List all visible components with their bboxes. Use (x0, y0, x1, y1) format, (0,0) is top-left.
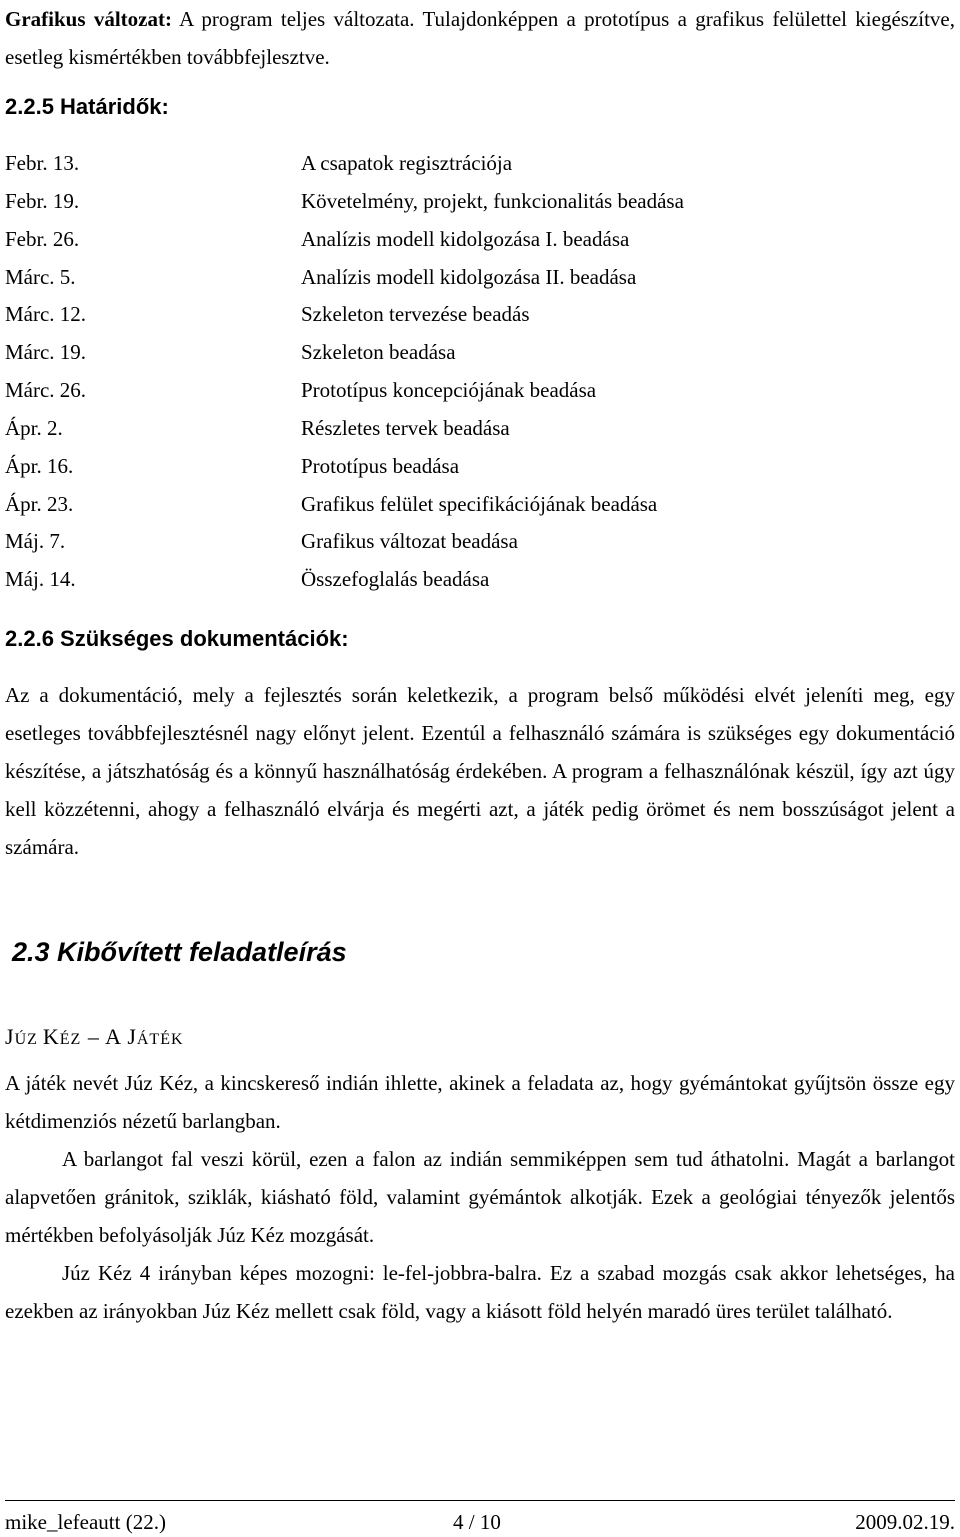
deadline-task: Összefoglalás beadása (301, 567, 490, 592)
intro-paragraph (5, 0, 955, 76)
heading-part: ÚZ (14, 1031, 43, 1048)
heading-part: ÁTÉK (136, 1031, 184, 1048)
deadline-date: Ápr. 16. (5, 453, 74, 478)
deadline-row (5, 221, 955, 259)
footer-author: mike_lefeautt (22.) (5, 1510, 166, 1534)
intro-label: Grafikus változat: (5, 7, 172, 31)
deadline-date: Márc. 12. (5, 302, 87, 327)
documentation-paragraph: Az a dokumentáció, mely a fejlesztés során keletkezik, a program belső működési elvét jeleníti meg, egy esetleges továbbfejlesztésnél nagy előnyt jelent. Ezentúl a felhasználó számára is szükséges egy dokumentáció készítése, a játszhatóság és a könnyű használhatóság érdekében. A program a felhasználónak készül, így azt úgy kell közzétenni, ahogy a felhasználó elvárja és megérti azt, a játék pedig örömet és nem bosszúságot jelent a számára. (5, 683, 955, 859)
deadline-row (5, 372, 955, 410)
game-paragraph: A barlangot fal veszi körül, ezen a falon az indián semmiképpen sem tud áthatolni. Magát a barlangot alapvetően gránitok, sziklák, kiásható föld, valamint gyémántok alkotják. Ezek a geológiai tényezők jelentős mértékben befolyásolják Júz Kéz mozgását. (5, 1147, 955, 1247)
deadline-date: Febr. 13. (5, 151, 80, 175)
footer-page-number: 4 / 10 (453, 1510, 501, 1534)
heading-part: J (5, 1024, 15, 1049)
heading-part: J (127, 1024, 137, 1049)
footer-date: 2009.02.19. (855, 1510, 955, 1534)
game-paragraph: Júz Kéz 4 irányban képes mozogni: le-fel-jobbra-balra. Ez a szabad mozgás csak akkor lehetséges, ha ezekben az irányokban Júz Kéz mellett csak föld, vagy a kiásott föld helyén maradó üres terület található. (5, 1261, 955, 1323)
deadline-date: Ápr. 23. (5, 491, 74, 516)
deadline-task: Analízis modell kidolgozása II. beadása (301, 264, 637, 289)
intro-text: A program teljes változata. Tulajdonképpen a prototípus a grafikus felülettel kiegészítve, esetleg kismértékben továbbfejlesztve. (5, 7, 955, 69)
deadline-task: Prototípus beadása (301, 453, 460, 478)
footer-divider (5, 1500, 955, 1501)
deadline-date: Márc. 26. (5, 378, 87, 403)
deadline-date: Máj. 7. (5, 529, 66, 554)
deadline-task: Analízis modell kidolgozása I. beadása (301, 226, 630, 251)
deadline-date: Máj. 14. (5, 567, 76, 592)
deadline-row (5, 486, 955, 524)
deadline-row (5, 448, 955, 486)
deadline-date: Márc. 19. (5, 340, 87, 365)
game-paragraph: A játék nevét Júz Kéz, a kincskereső indián ihlette, akinek a feladata az, hogy gyémántokat gyűjtsön össze egy kétdimenziós nézetű barlangban. (5, 1071, 955, 1133)
deadline-row (5, 523, 955, 561)
deadline-task: Szkeleton beadása (301, 340, 456, 365)
deadline-task: Részletes tervek beadása (301, 415, 510, 440)
deadline-date: Febr. 19. (5, 188, 80, 213)
deadline-date: Márc. 5. (5, 264, 76, 289)
deadline-row (5, 410, 955, 448)
deadline-list (5, 145, 955, 599)
heading-part: K (42, 1024, 60, 1049)
deadline-date: Febr. 26. (5, 226, 80, 251)
deadline-row (5, 561, 955, 599)
deadline-row (5, 259, 955, 297)
game-description (5, 1064, 955, 1330)
deadline-task: Grafikus változat beadása (301, 529, 518, 554)
section-heading-225: 2.2.5 Határidők: (5, 94, 169, 119)
deadline-date: Ápr. 2. (5, 415, 63, 440)
deadline-task: Grafikus felület specifikációjának beadása (301, 491, 658, 516)
deadline-row (5, 183, 955, 221)
deadline-task: A csapatok regisztrációja (301, 151, 513, 175)
section-heading-226: 2.2.6 Szükséges dokumentációk: (5, 626, 349, 651)
deadline-row (5, 334, 955, 372)
game-title-heading (5, 1024, 184, 1050)
deadline-task: Prototípus koncepciójának beadása (301, 378, 597, 403)
deadline-task: Követelmény, projekt, funkcionalitás beadása (301, 188, 684, 213)
heading-part: – (81, 1024, 106, 1049)
deadline-row (5, 145, 955, 183)
heading-part: ÉZ (59, 1031, 82, 1048)
heading-part: A (105, 1024, 128, 1049)
deadline-task: Szkeleton tervezése beadás (301, 302, 530, 327)
section-heading-23: 2.3 Kibővített feladatleírás (12, 937, 347, 967)
deadline-row (5, 296, 955, 334)
